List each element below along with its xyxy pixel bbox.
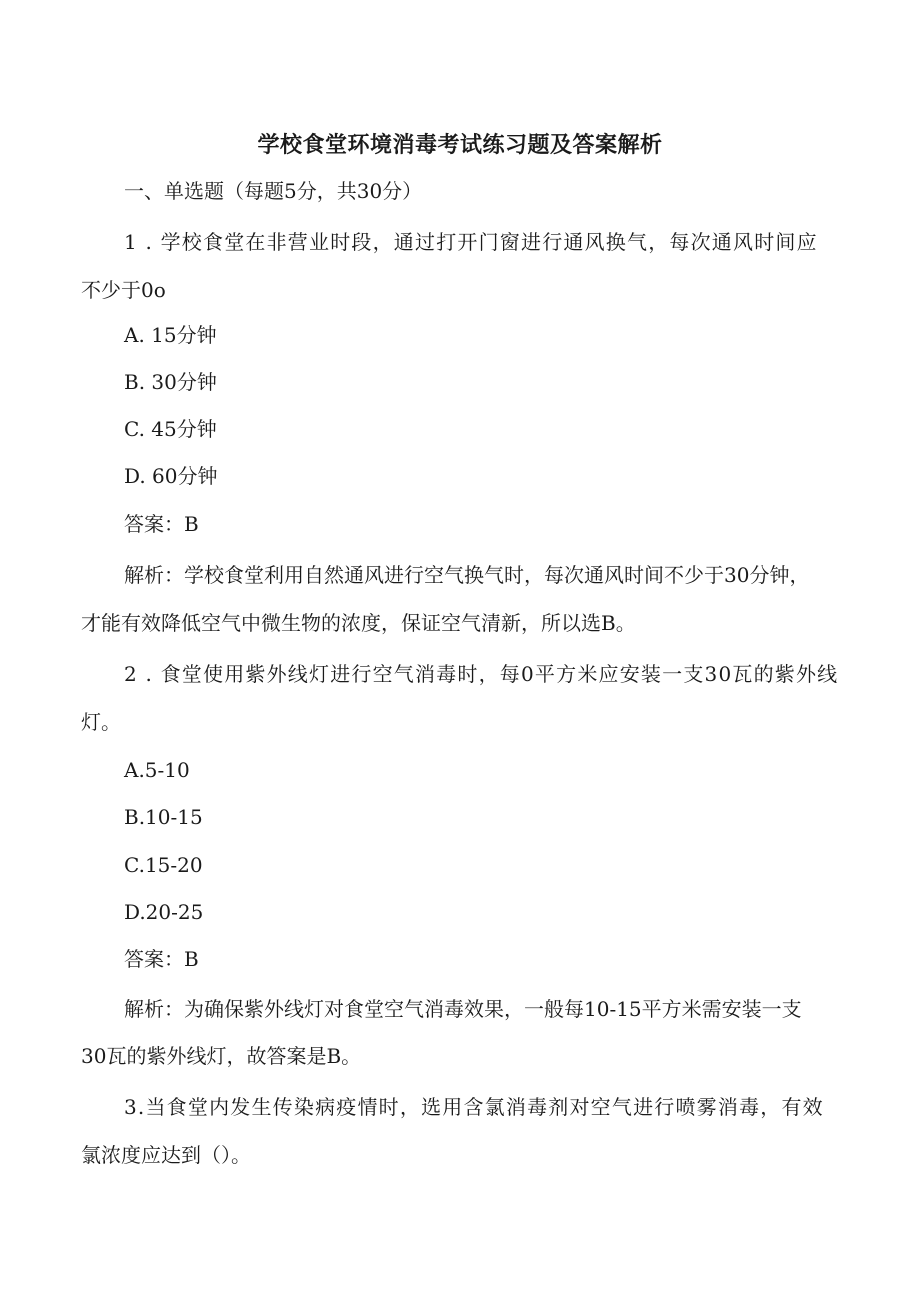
question-2-stem-line1: 2 . 食堂使用紫外线灯进行空气消毒时，每0平方米应安装一支30瓦的紫外线	[124, 662, 839, 686]
question-2-analysis-line1: 解析：为确保紫外线灯对食堂空气消毒效果，一般每10-15平方米需安装一支	[124, 997, 802, 1021]
question-3-stem-line2: 氯浓度应达到（）。	[81, 1143, 251, 1167]
question-1-analysis-line1: 解析：学校食堂利用自然通风进行空气换气时，每次通风时间不少于30分钟，	[124, 563, 810, 587]
section-heading: 一、单选题（每题5分，共30分）	[124, 179, 423, 203]
question-1-option-d: D. 60分钟	[124, 464, 218, 488]
question-1-answer: 答案：B	[124, 512, 199, 536]
question-2-option-c: C.15-20	[124, 853, 203, 877]
question-2-option-b: B.10-15	[124, 805, 203, 829]
question-1-stem-line2: 不少于0o	[81, 278, 166, 302]
question-2-answer: 答案：B	[124, 947, 199, 971]
question-1-option-b: B. 30分钟	[124, 370, 217, 394]
question-1-analysis-line2: 才能有效降低空气中微生物的浓度，保证空气清新，所以选B。	[81, 611, 636, 635]
question-2-analysis-line2: 30瓦的紫外线灯，故答案是B。	[81, 1044, 362, 1068]
question-1-option-a: A. 15分钟	[124, 323, 217, 347]
question-2-option-a: A.5-10	[124, 758, 190, 782]
question-2-stem-line2: 灯。	[81, 710, 121, 734]
question-1-option-c: C. 45分钟	[124, 417, 217, 441]
document-title: 学校食堂环境消毒考试练习题及答案解析	[257, 133, 663, 158]
question-1-stem-line1: 1 . 学校食堂在非营业时段，通过打开门窗进行通风换气，每次通风时间应	[124, 230, 818, 254]
question-2-option-d: D.20-25	[124, 900, 204, 924]
question-3-stem-line1: 3.当食堂内发生传染病疫情时，选用含氯消毒剂对空气进行喷雾消毒，有效	[124, 1095, 824, 1119]
